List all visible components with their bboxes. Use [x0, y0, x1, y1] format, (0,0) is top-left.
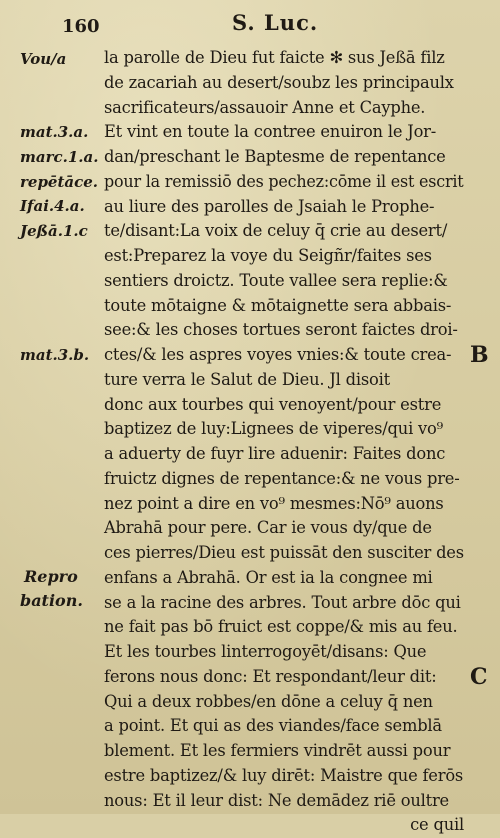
text-line: la parolle de Dieu fut faicte ✻ sus Jeßā filz	[104, 48, 445, 67]
text-line: a point. Et qui as des viandes/face semblā	[104, 716, 442, 736]
text-line: donc aux tourbes qui venoyent/pour estre	[104, 394, 442, 414]
text-line: ture verra le Salut de Dieu. Jl disoit	[104, 369, 391, 389]
text-line: nez point a dire en vo⁹ mesmes:Nō⁹ auons	[104, 493, 444, 513]
margin-gloss: repētāce.	[20, 173, 99, 191]
text-line: sacrificateurs/assauoir Anne et Cayphe.	[104, 97, 426, 117]
margin-gloss: bation.	[20, 591, 83, 610]
margin-gloss: mat.3.b.	[20, 346, 90, 364]
text-line: fruictz dignes de repentance:& ne vous pre-	[104, 468, 460, 488]
text-line: enfans a Abrahā. Or est ia la congnee mi	[104, 567, 433, 587]
catchword: ce quil	[410, 815, 464, 835]
text-line: ne fait pas bō fruict est coppe/& mis au feu.	[104, 617, 458, 637]
page-number: 160	[62, 16, 100, 37]
margin-gloss: Repro	[24, 567, 78, 586]
section-letter-c: C	[470, 664, 488, 690]
text-line: Et vint en toute la contree enuiron le Jor-	[104, 122, 437, 142]
margin-gloss: Vou/a	[20, 50, 67, 68]
text-line: dan/preschant le Baptesme de repentance	[104, 147, 446, 166]
text-line: see:& les choses tortues seront faictes droi-	[104, 320, 458, 340]
text-line: blement. Et les fermiers vindrēt aussi pour	[104, 741, 451, 760]
text-line: Qui a deux robbes/en dōne a celuy q̄ nen	[104, 691, 433, 711]
text-line: nous: Et il leur dist: Ne demādez riē oultre	[104, 790, 449, 810]
text-line: a aduerty de fuyr lire aduenir: Faites donc	[104, 444, 446, 463]
text-line: Abrahā pour pere. Car ie vous dy/que de	[104, 518, 432, 538]
text-line: ces pierres/Dieu est puissāt den susciter des	[104, 543, 464, 562]
section-letter-b: B	[470, 342, 489, 368]
text-block	[104, 46, 464, 838]
margin-gloss: Jeßā.1.c	[20, 222, 88, 240]
text-line: Et les tourbes linterrogoyēt/disans: Que	[104, 642, 427, 661]
text-line: pour la remissiō des pechez:cōme il est escrit	[104, 171, 464, 191]
text-line: ferons nous donc: Et respondant/leur dit:	[104, 666, 437, 686]
margin-gloss: Ifai.4.a.	[20, 197, 85, 215]
text-line: se a la racine des arbres. Tout arbre dōc qui	[104, 592, 461, 612]
text-line: toute mōtaigne & mōtaignette sera abbais-	[104, 295, 452, 315]
margin-gloss: mat.3.a.	[20, 123, 89, 141]
text-line: baptizez de luy:Lignees de viperes/qui vo⁹	[104, 419, 443, 439]
text-line: est:Preparez la voye du Seigñr/faites ses	[104, 246, 432, 265]
text-line: estre baptizez/& luy dirēt: Maistre que ferōs	[104, 765, 464, 785]
running-head: S. Luc.	[232, 10, 319, 35]
text-line: te/disant:La voix de celuy q̄ crie au desert/	[104, 221, 448, 241]
text-line: de zacariah au desert/soubz les principaulx	[104, 72, 454, 92]
text-line: ctes/& les aspres voyes vnies:& toute crea-	[104, 345, 452, 364]
text-line: sentiers droictz. Toute vallee sera replie:&	[104, 270, 448, 290]
margin-gloss: marc.1.a.	[20, 148, 99, 166]
text-line: au liure des parolles de Jsaiah le Prophe-	[104, 196, 435, 216]
